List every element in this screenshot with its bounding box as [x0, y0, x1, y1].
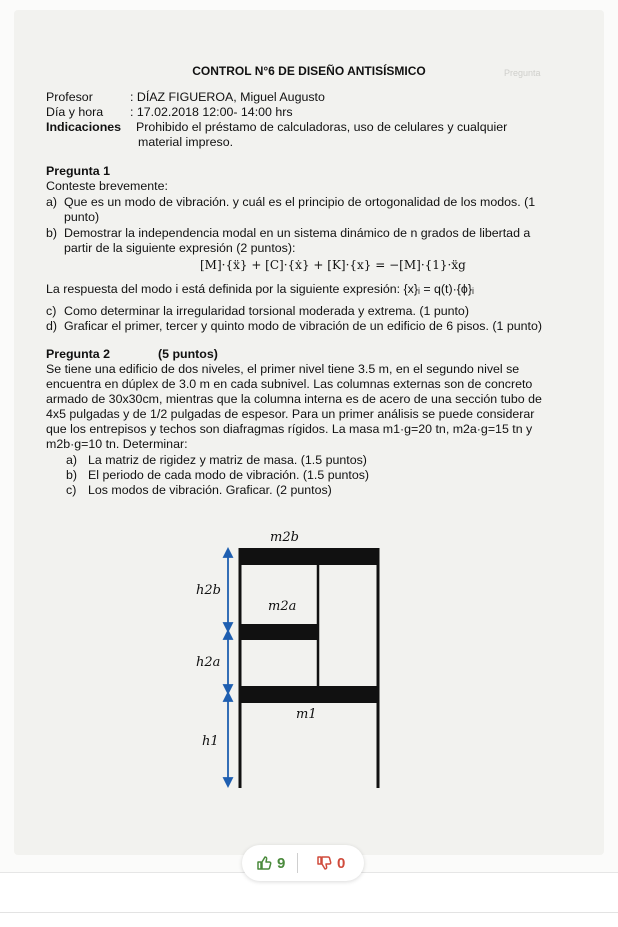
- p2-line2: encuentra en dúplex de 3.0 m en cada subnivel. Las columnas externas son de concreto: [46, 377, 533, 391]
- pregunta1-title: Pregunta 1: [46, 164, 111, 178]
- upvote-count: 9: [277, 854, 286, 872]
- vote-bar: [0, 843, 618, 883]
- slab-m1: [240, 686, 378, 703]
- p2-line4: 4x5 pulgadas y de 1/2 pulgadas de espesor. Para un primer análisis se puede considerar: [46, 407, 535, 421]
- p2-a-text: La matriz de rigidez y matriz de masa. (1.5 puntos): [88, 453, 367, 467]
- label-m1: m1: [296, 707, 317, 722]
- p1-c-marker: c): [46, 304, 57, 318]
- p2-a-marker: a): [66, 453, 78, 467]
- fecha-label: Día y hora: [46, 105, 104, 119]
- label-m2a: m2a: [268, 599, 297, 614]
- bottom-divider: [0, 912, 618, 913]
- p2-c-marker: c): [66, 483, 77, 497]
- indicaciones-label: Indicaciones: [46, 120, 122, 134]
- indicaciones-line2: material impreso.: [138, 135, 234, 149]
- pregunta2-title: Pregunta 2: [46, 347, 111, 361]
- fecha-value: : 17.02.2018 12:00- 14:00 hrs: [130, 105, 293, 119]
- p2-c-text: Los modos de vibración. Graficar. (2 puntos): [88, 483, 332, 497]
- label-h2b: h2b: [196, 583, 221, 598]
- profesor-value: : DÍAZ FIGUEROA, Miguel Augusto: [130, 90, 325, 104]
- slab-m2a: [240, 624, 318, 640]
- h2b-arrow-top: [224, 549, 232, 557]
- p2-b-text: El periodo de cada modo de vibración. (1.5 puntos): [88, 468, 370, 482]
- label-h2a: h2a: [196, 655, 221, 670]
- p1-b-line2: partir de la siguiente expresión (2 puntos):: [64, 241, 296, 255]
- p1-a-line2: punto): [64, 210, 100, 224]
- p1-a-line1: Que es un modo de vibración. y cuál es el principio de ortogonalidad de los modos. (1: [64, 195, 536, 209]
- p1-c-text: Como determinar la irregularidad torsional moderada y extrema. (1 punto): [64, 304, 469, 318]
- h2a-arrow-top: [224, 631, 232, 639]
- pregunta2-puntos: (5 puntos): [158, 347, 218, 361]
- respuesta-modo: La respuesta del modo i está definida por la siguiente expresión: {x}ᵢ = q(t)·{ϕ}ᵢ: [46, 282, 474, 296]
- p2-b-marker: b): [66, 468, 78, 482]
- p2-line3: armado de 30x30cm, mientras que la columna interna es de acero de una sección tubo de: [46, 392, 542, 406]
- exam-title: CONTROL N°6 DE DISEÑO ANTISÍSMICO: [192, 64, 426, 78]
- h1-arrow-top: [224, 693, 232, 701]
- indicaciones-line1: Prohibido el préstamo de calculadoras, uso de celulares y cualquier: [136, 120, 508, 134]
- p1-d-marker: d): [46, 319, 58, 333]
- thumbs-up-icon: [256, 855, 272, 871]
- label-h1: h1: [202, 734, 219, 749]
- upvote-button[interactable]: [256, 843, 285, 883]
- downvote-button[interactable]: [316, 843, 345, 883]
- label-m2b: m2b: [270, 530, 299, 545]
- h1-arrow-bottom: [224, 778, 232, 786]
- p2-line1: Se tiene una edificio de dos niveles, el primer nivel tiene 3.5 m, en el segundo nivel se: [46, 362, 520, 376]
- slab-m2b: [240, 548, 378, 565]
- downvote-count: 0: [337, 854, 346, 872]
- profesor-label: Profesor: [46, 90, 93, 104]
- equation-of-motion: [M]·{ẍ} + [C]·{ẋ} + [K]·{x} = −[M]·{1}·ẍg: [200, 258, 466, 272]
- thumbs-down-icon: [316, 855, 332, 871]
- p2-line5: que los entrepisos y techos son diafragmas rígidos. La masa m1·g=20 tn, m2a·g=15 tn y: [46, 422, 533, 436]
- p1-b-line1: Demostrar la independencia modal en un sistema dinámico de n grados de libertad a: [64, 226, 531, 240]
- dimension-arrows: [224, 549, 232, 786]
- vote-separator: [297, 853, 298, 873]
- p1-d-text: Graficar el primer, tercer y quinto modo de vibración de un edificio de 6 pisos. (1 punto): [64, 319, 542, 333]
- bleed-through: Pregunta: [504, 68, 541, 78]
- p2-line6: m2b·g=10 tn. Determinar:: [46, 437, 188, 451]
- p1-b-marker: b): [46, 226, 58, 240]
- p1-a-marker: a): [46, 195, 58, 209]
- pregunta1-intro: Conteste brevemente:: [46, 179, 168, 193]
